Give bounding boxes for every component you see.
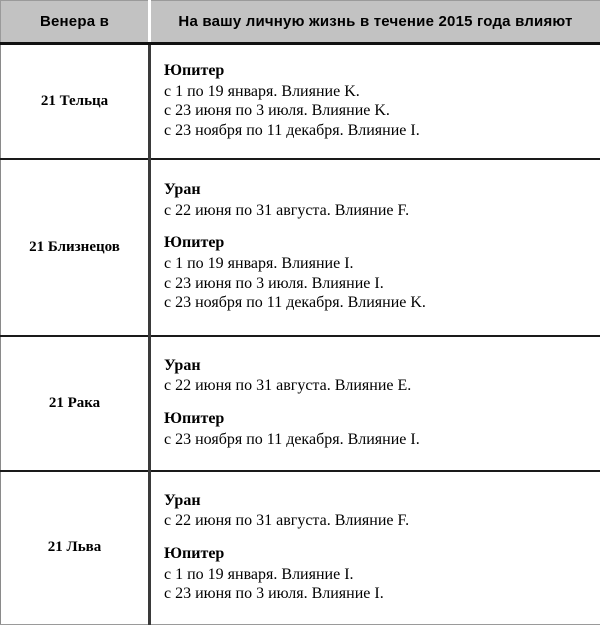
table-row — [1, 44, 600, 159]
influence-line: с 22 июня по 31 августа. Влияние F. — [164, 511, 592, 531]
planet-block — [164, 234, 592, 312]
column-header-sign: Венера в — [1, 1, 150, 44]
influence-line: с 1 по 19 января. Влияние K. — [164, 82, 592, 102]
planet-name: Уран — [164, 357, 592, 376]
planet-block — [164, 62, 592, 140]
planet-name: Юпитер — [164, 410, 592, 429]
influence-cell — [150, 471, 600, 625]
table-header — [1, 1, 600, 44]
influence-line: с 22 июня по 31 августа. Влияние F. — [164, 201, 592, 221]
planet-name: Юпитер — [164, 545, 592, 564]
planet-name: Юпитер — [164, 62, 592, 81]
influence-line: с 1 по 19 января. Влияние I. — [164, 565, 592, 585]
table-row — [1, 471, 600, 625]
table-row — [1, 336, 600, 471]
planet-name: Уран — [164, 492, 592, 511]
planet-block — [164, 410, 592, 449]
influence-line: с 23 ноября по 11 декабря. Влияние K. — [164, 293, 592, 313]
table-header-row — [1, 1, 600, 44]
influence-line: с 23 июня по 3 июля. Влияние K. — [164, 101, 592, 121]
table-row — [1, 159, 600, 336]
sign-cell: 21 Льва — [1, 471, 150, 625]
table-body — [1, 44, 600, 625]
planet-block — [164, 181, 592, 220]
planet-name: Уран — [164, 181, 592, 200]
influence-line: с 23 июня по 3 июля. Влияние I. — [164, 274, 592, 294]
planet-name: Юпитер — [164, 234, 592, 253]
influence-line: с 1 по 19 января. Влияние I. — [164, 254, 592, 274]
influence-cell — [150, 336, 600, 471]
sign-cell: 21 Тельца — [1, 44, 150, 159]
influence-cell — [150, 159, 600, 336]
column-header-description: На вашу личную жизнь в течение 2015 года влияют — [150, 1, 600, 44]
planet-block — [164, 545, 592, 604]
planet-block — [164, 492, 592, 531]
influence-line: с 23 июня по 3 июля. Влияние I. — [164, 584, 592, 604]
influence-line: с 23 ноября по 11 декабря. Влияние I. — [164, 430, 592, 450]
influence-line: с 22 июня по 31 августа. Влияние E. — [164, 376, 592, 396]
influence-cell — [150, 44, 600, 159]
influence-line: с 23 ноября по 11 декабря. Влияние I. — [164, 121, 592, 141]
planet-block — [164, 357, 592, 396]
sign-cell: 21 Рака — [1, 336, 150, 471]
sign-cell: 21 Близнецов — [1, 159, 150, 336]
